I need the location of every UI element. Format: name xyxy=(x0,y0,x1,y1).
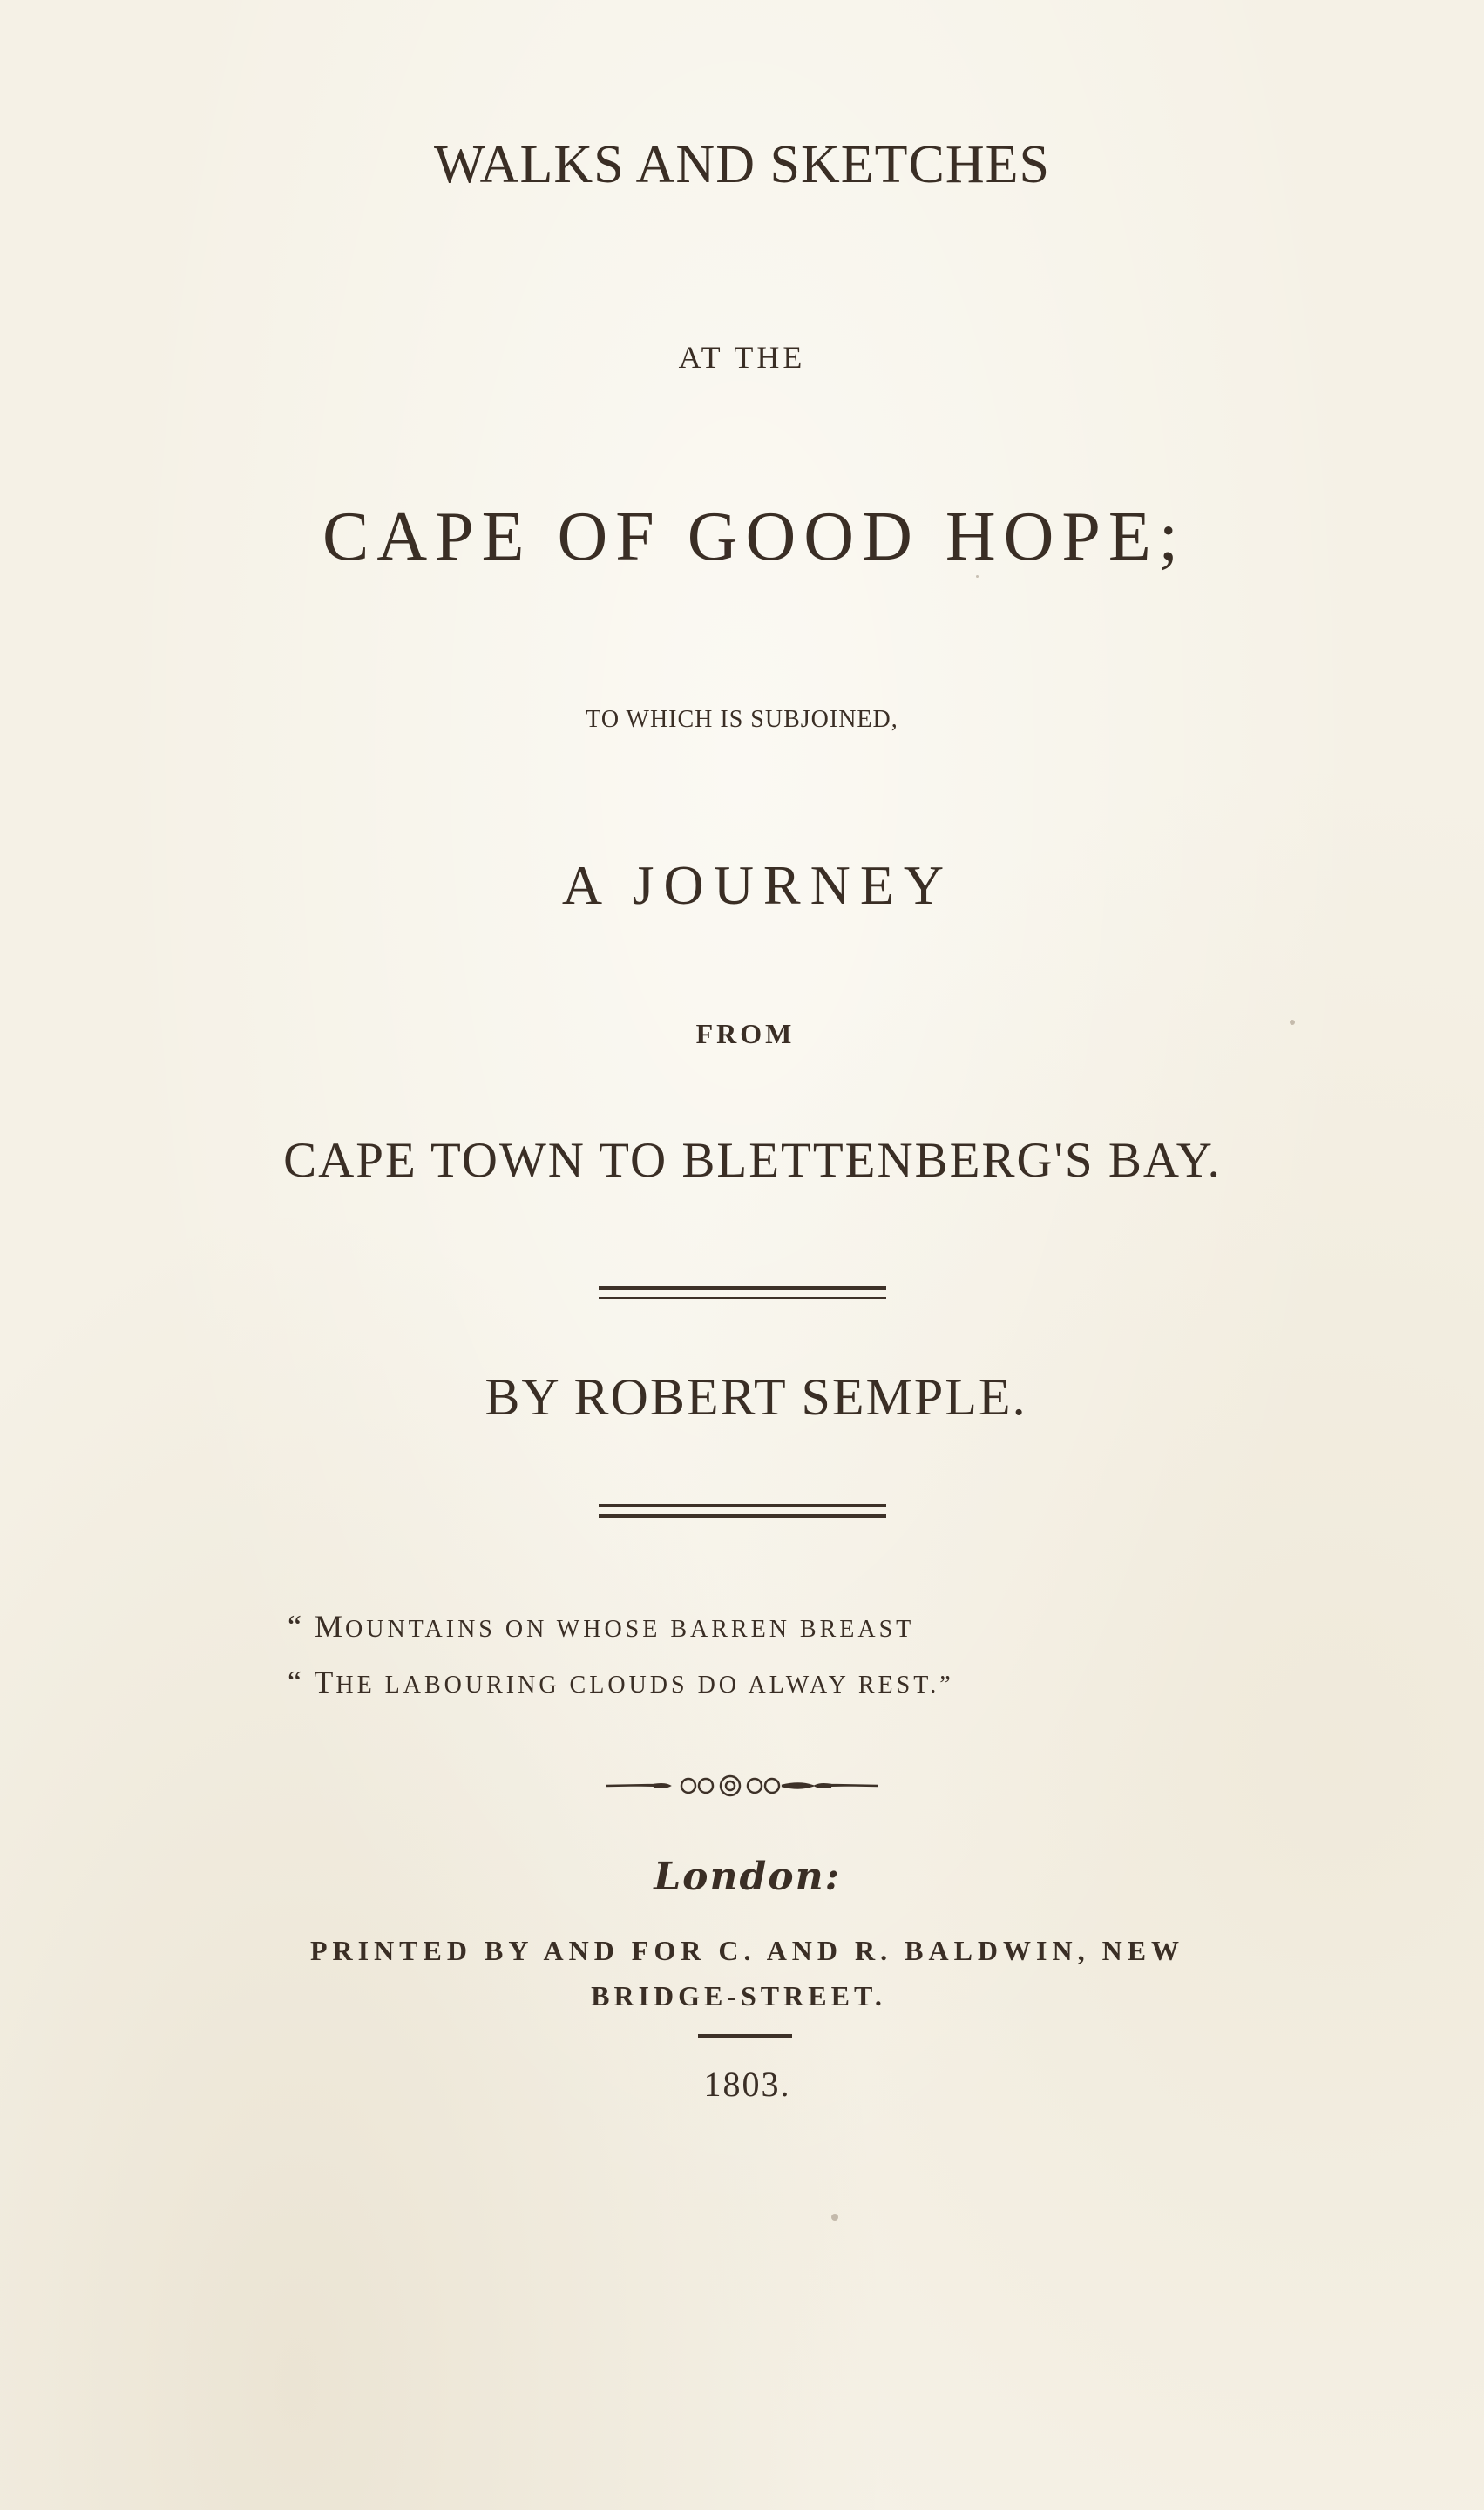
paper-speck xyxy=(831,2214,838,2221)
imprint-year: 1803. xyxy=(703,2065,791,2104)
subtitle-from: FROM xyxy=(695,1018,796,1049)
printers-ornament-icon xyxy=(0,1771,1484,1801)
epigraph-initial: T xyxy=(314,1665,336,1699)
title-line-1: WALKS AND SKETCHES xyxy=(434,135,1050,194)
imprint-place: London: xyxy=(654,1855,841,1899)
epigraph-initial: M xyxy=(314,1609,345,1644)
paper-speck xyxy=(976,575,979,578)
double-rule-bottom xyxy=(0,1504,1484,1518)
title-line-2: AT THE xyxy=(678,340,806,375)
imprint-printer-line-2: BRIDGE-STREET. xyxy=(591,1980,886,2011)
epigraph-text: OUNTAINS ON WHOSE BARREN BREAST xyxy=(345,1616,915,1643)
author-line: BY ROBERT SEMPLE. xyxy=(485,1368,1027,1426)
paper-speck xyxy=(1290,1020,1295,1025)
short-rule xyxy=(0,2034,1484,2038)
epigraph-open-quote: “ xyxy=(288,1609,304,1644)
subtitle-intro: TO WHICH IS SUBJOINED, xyxy=(586,706,898,733)
subtitle-main: A JOURNEY xyxy=(561,854,954,916)
epigraph-open-quote: “ xyxy=(288,1665,304,1699)
imprint-printer-line-1: PRINTED BY AND FOR C. AND R. BALDWIN, NEW xyxy=(309,1935,1185,1966)
title-line-3: CAPE OF GOOD HOPE; xyxy=(322,499,1186,575)
subtitle-route: CAPE TOWN TO BLETTENBERG'S BAY. xyxy=(283,1133,1222,1188)
double-rule-top xyxy=(0,1286,1484,1299)
epigraph-line-1 xyxy=(288,1611,914,1642)
epigraph-line-2 xyxy=(288,1666,954,1698)
epigraph-text: HE LABOURING CLOUDS DO ALWAY REST.” xyxy=(335,1672,954,1699)
